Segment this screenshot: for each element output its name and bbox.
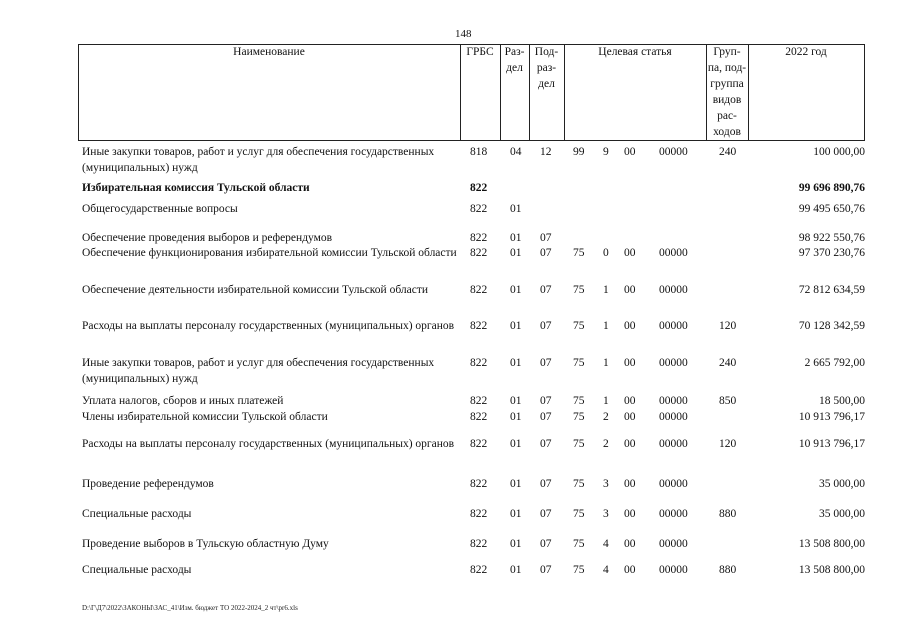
row-target-program: 75 [573, 395, 585, 407]
row-podrazdel: 07 [540, 357, 552, 369]
header-razdel-line: Раз- [504, 46, 525, 58]
row-target-event: 00 [624, 564, 636, 576]
row-target-subprogram: 2 [603, 411, 609, 423]
header-name: Наименование [233, 46, 305, 58]
row-grbs: 822 [470, 357, 488, 369]
row-target-subprogram: 4 [603, 538, 609, 550]
row-target-program: 75 [573, 508, 585, 520]
row-target-program: 75 [573, 247, 585, 259]
row-target-program: 75 [573, 538, 585, 550]
row-target-event: 00 [624, 146, 636, 158]
row-podrazdel: 12 [540, 146, 552, 158]
row-name: Обеспечение проведения выборов и референдумов [82, 232, 333, 244]
row-amount: 10 913 796,17 [798, 411, 865, 423]
row-podrazdel: 07 [540, 411, 552, 423]
row-grbs: 822 [470, 247, 488, 259]
row-expense-type: 850 [719, 395, 737, 407]
header-expense-type [706, 44, 748, 140]
row-grbs: 822 [470, 182, 488, 194]
row-target-direction: 00000 [659, 146, 688, 158]
row-razdel: 01 [510, 478, 522, 490]
row-name: Избирательная комиссия Тульской области [82, 182, 310, 194]
row-target-event: 00 [624, 247, 636, 259]
row-podrazdel: 07 [540, 438, 552, 450]
header-expense-type-line: группа [710, 78, 744, 90]
row-name: Иные закупки товаров, работ и услуг для обеспечения государственных (муниципальных) нужд [82, 146, 435, 174]
row-grbs: 822 [470, 284, 488, 296]
row-grbs: 822 [470, 395, 488, 407]
row-expense-type: 880 [719, 508, 737, 520]
header-year: 2022 год [785, 46, 827, 58]
row-target-program: 75 [573, 438, 585, 450]
row-razdel: 01 [510, 395, 522, 407]
row-target-direction: 00000 [659, 284, 688, 296]
row-amount: 35 000,00 [819, 508, 865, 520]
row-expense-type: 880 [719, 564, 737, 576]
row-target-direction: 00000 [659, 357, 688, 369]
row-podrazdel: 07 [540, 478, 552, 490]
row-target-event: 00 [624, 395, 636, 407]
row-amount: 10 913 796,17 [798, 438, 865, 450]
page-number: 148 [455, 28, 472, 40]
row-razdel: 01 [510, 564, 522, 576]
row-grbs: 818 [470, 146, 488, 158]
row-target-direction: 00000 [659, 395, 688, 407]
row-target-subprogram: 0 [603, 247, 609, 259]
row-name: Обеспечение деятельности избирательной комиссии Тульской области [82, 284, 429, 296]
row-target-event: 00 [624, 320, 636, 332]
row-name: Члены избирательной комиссии Тульской области [82, 411, 328, 423]
row-podrazdel: 07 [540, 284, 552, 296]
row-podrazdel: 07 [540, 247, 552, 259]
row-grbs: 822 [470, 508, 488, 520]
row-razdel: 01 [510, 411, 522, 423]
row-amount: 35 000,00 [819, 478, 865, 490]
row-target-subprogram: 2 [603, 438, 609, 450]
row-name: Расходы на выплаты персоналу государственных (муниципальных) органов [82, 438, 455, 450]
row-amount: 18 500,00 [819, 395, 865, 407]
header-razdel-line: дел [506, 62, 523, 74]
row-name: Проведение выборов в Тульскую областную Думу [82, 538, 329, 550]
row-target-event: 00 [624, 478, 636, 490]
row-target-subprogram: 4 [603, 564, 609, 576]
header-divider [864, 44, 865, 141]
header-bottom-border [78, 140, 864, 141]
row-target-subprogram: 1 [603, 320, 609, 332]
row-razdel: 01 [510, 320, 522, 332]
row-amount: 99 696 890,76 [798, 182, 865, 194]
row-amount: 13 508 800,00 [798, 538, 865, 550]
row-target-program: 75 [573, 478, 585, 490]
row-name: Проведение референдумов [82, 478, 214, 490]
row-razdel: 01 [510, 203, 522, 215]
row-grbs: 822 [470, 438, 488, 450]
row-target-event: 00 [624, 411, 636, 423]
row-name: Уплата налогов, сборов и иных платежей [82, 395, 284, 407]
row-grbs: 822 [470, 320, 488, 332]
row-target-program: 75 [573, 284, 585, 296]
row-target-subprogram: 1 [603, 357, 609, 369]
row-target-program: 75 [573, 411, 585, 423]
header-grbs: ГРБС [466, 46, 494, 58]
row-amount: 13 508 800,00 [798, 564, 865, 576]
row-target-direction: 00000 [659, 320, 688, 332]
row-target-event: 00 [624, 284, 636, 296]
row-target-subprogram: 9 [603, 146, 609, 158]
header-expense-type-line: видов [712, 94, 742, 106]
row-razdel: 01 [510, 247, 522, 259]
row-target-event: 00 [624, 357, 636, 369]
row-name: Специальные расходы [82, 564, 192, 576]
row-target-subprogram: 3 [603, 508, 609, 520]
header-expense-type-line: Груп- [713, 46, 741, 58]
row-grbs: 822 [470, 203, 488, 215]
row-target-program: 75 [573, 320, 585, 332]
row-amount: 97 370 230,76 [798, 247, 865, 259]
row-target-direction: 00000 [659, 478, 688, 490]
row-expense-type: 120 [719, 438, 737, 450]
header-expense-type-line: па, под- [707, 62, 747, 74]
row-name: Специальные расходы [82, 508, 192, 520]
row-target-subprogram: 1 [603, 284, 609, 296]
header-podrazdel [529, 44, 564, 92]
header-expense-type-line: рас- [717, 110, 737, 122]
row-target-program: 99 [573, 146, 585, 158]
row-podrazdel: 07 [540, 508, 552, 520]
row-target-direction: 00000 [659, 411, 688, 423]
header-podrazdel-line: дел [538, 78, 555, 90]
row-grbs: 822 [470, 478, 488, 490]
row-razdel: 01 [510, 232, 522, 244]
row-target-event: 00 [624, 538, 636, 550]
row-target-direction: 00000 [659, 508, 688, 520]
row-target-event: 00 [624, 438, 636, 450]
row-podrazdel: 07 [540, 232, 552, 244]
row-target-direction: 00000 [659, 438, 688, 450]
header-podrazdel-line: раз- [536, 62, 557, 74]
row-podrazdel: 07 [540, 564, 552, 576]
row-target-direction: 00000 [659, 564, 688, 576]
header-razdel [500, 44, 529, 76]
row-grbs: 822 [470, 232, 488, 244]
row-name: Общегосударственные вопросы [82, 203, 238, 215]
file-path-footer: D:\Г\Д7\2022\ЗАКОНЫ\ЗАС_41\Изм. бюджет ТО 2022-2024_2 чт\pr6.xls [82, 604, 298, 612]
row-razdel: 01 [510, 538, 522, 550]
row-target-direction: 00000 [659, 538, 688, 550]
header-target-article: Целевая статья [598, 46, 672, 58]
row-podrazdel: 07 [540, 538, 552, 550]
row-razdel: 01 [510, 357, 522, 369]
row-name: Иные закупки товаров, работ и услуг для обеспечения государственных (муниципальных) нужд [82, 357, 435, 385]
row-expense-type: 240 [719, 146, 737, 158]
row-amount: 70 128 342,59 [798, 320, 865, 332]
row-razdel: 01 [510, 438, 522, 450]
header-podrazdel-line: Под- [534, 46, 559, 58]
row-expense-type: 240 [719, 357, 737, 369]
row-grbs: 822 [470, 564, 488, 576]
row-target-program: 75 [573, 357, 585, 369]
row-amount: 2 665 792,00 [804, 357, 865, 369]
row-grbs: 822 [470, 538, 488, 550]
row-name: Расходы на выплаты персоналу государственных (муниципальных) органов [82, 320, 455, 332]
row-expense-type: 120 [719, 320, 737, 332]
row-amount: 72 812 634,59 [798, 284, 865, 296]
row-razdel: 01 [510, 508, 522, 520]
row-target-subprogram: 3 [603, 478, 609, 490]
row-podrazdel: 07 [540, 320, 552, 332]
row-target-subprogram: 1 [603, 395, 609, 407]
row-razdel: 04 [510, 146, 522, 158]
row-razdel: 01 [510, 284, 522, 296]
row-podrazdel: 07 [540, 395, 552, 407]
row-target-event: 00 [624, 508, 636, 520]
row-amount: 100 000,00 [813, 146, 865, 158]
row-target-direction: 00000 [659, 247, 688, 259]
row-name: Обеспечение функционирования избирательной комиссии Тульской области [82, 247, 457, 259]
header-expense-type-line: ходов [713, 126, 741, 138]
row-amount: 98 922 550,76 [798, 232, 865, 244]
row-grbs: 822 [470, 411, 488, 423]
row-amount: 99 495 650,76 [798, 203, 865, 215]
row-target-program: 75 [573, 564, 585, 576]
